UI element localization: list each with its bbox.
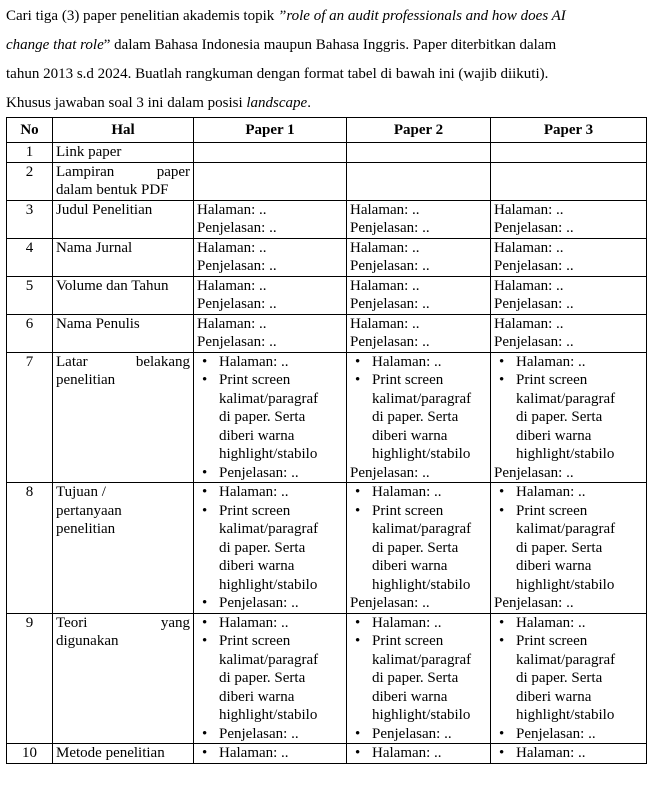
paper-3-cell: • Halaman: ..	[491, 744, 647, 764]
paper-3-cell: Halaman: .. Penjelasan: ..	[491, 200, 647, 238]
table-row	[7, 314, 647, 352]
paper-1-cell: Halaman: .. Penjelasan: ..	[194, 314, 347, 352]
row-number: 8	[7, 483, 53, 614]
row-label: Nama Jurnal	[53, 238, 194, 276]
paper-3-cell: Halaman: .. Penjelasan: ..	[491, 238, 647, 276]
paper-3-cell: Halaman: .. Penjelasan: ..	[491, 314, 647, 352]
row-number: 10	[7, 744, 53, 764]
table-row	[7, 162, 647, 200]
row-label: Metode penelitian	[53, 744, 194, 764]
paper-3-cell	[491, 162, 647, 200]
intro-text: ” dalam Bahasa Indonesia maupun Bahasa Inggris. Paper diterbitkan dalam	[103, 37, 557, 53]
summary-table	[6, 117, 647, 764]
paper-1-cell: • Halaman: .. • Print screen kalimat/paragraf di paper. Serta diberi warna highlight/stabilo • Penjelasan: ..	[194, 352, 347, 483]
paper-3-cell	[491, 143, 647, 163]
row-label: Volume dan Tahun	[53, 276, 194, 314]
header-hal: Hal	[53, 118, 194, 143]
row-label: Judul Penelitian	[53, 200, 194, 238]
row-label: Nama Penulis	[53, 314, 194, 352]
row-label: Tujuan / pertanyaan penelitian	[53, 483, 194, 614]
paper-1-cell	[194, 162, 347, 200]
instruction-paragraph	[6, 2, 645, 118]
paper-3-cell: Halaman: .. Penjelasan: ..	[491, 276, 647, 314]
paper-2-cell: • Halaman: .. • Print screen kalimat/paragraf di paper. Serta diberi warna highlight/stabilo Penjelasan: ..	[347, 352, 491, 483]
row-label: Teori yang digunakan	[53, 613, 194, 744]
paper-2-cell	[347, 143, 491, 163]
table-row	[7, 143, 647, 163]
table-row	[7, 238, 647, 276]
row-number: 4	[7, 238, 53, 276]
paper-1-cell: • Halaman: .. • Print screen kalimat/paragraf di paper. Serta diberi warna highlight/stabilo • Penjelasan: ..	[194, 613, 347, 744]
row-number: 9	[7, 613, 53, 744]
paper-3-cell: • Halaman: .. • Print screen kalimat/paragraf di paper. Serta diberi warna highlight/stabilo Penjelasan: ..	[491, 352, 647, 483]
paper-2-cell: • Halaman: .. • Print screen kalimat/paragraf di paper. Serta diberi warna highlight/stabilo • Penjelasan: ..	[347, 613, 491, 744]
row-number: 1	[7, 143, 53, 163]
paper-2-cell: Halaman: .. Penjelasan: ..	[347, 276, 491, 314]
paper-1-cell: • Halaman: ..	[194, 744, 347, 764]
paper-2-cell: • Halaman: .. • Print screen kalimat/paragraf di paper. Serta diberi warna highlight/stabilo Penjelasan: ..	[347, 483, 491, 614]
row-number: 7	[7, 352, 53, 483]
paper-1-cell	[194, 143, 347, 163]
table-row	[7, 352, 647, 483]
paper-2-cell: Halaman: .. Penjelasan: ..	[347, 314, 491, 352]
row-label: Link paper	[53, 143, 194, 163]
header-paper-1: Paper 1	[194, 118, 347, 143]
header-no: No	[7, 118, 53, 143]
intro-topic-italic: ”role of an audit professionals and how does AI	[278, 8, 566, 24]
paper-3-cell: • Halaman: .. • Print screen kalimat/paragraf di paper. Serta diberi warna highlight/stabilo Penjelasan: ..	[491, 483, 647, 614]
paper-1-cell: Halaman: .. Penjelasan: ..	[194, 238, 347, 276]
row-number: 6	[7, 314, 53, 352]
row-number: 5	[7, 276, 53, 314]
paper-1-cell: • Halaman: .. • Print screen kalimat/paragraf di paper. Serta diberi warna highlight/stabilo • Penjelasan: ..	[194, 483, 347, 614]
table-row	[7, 483, 647, 614]
row-label: Latar belakang penelitian	[53, 352, 194, 483]
intro-text: Cari tiga (3) paper penelitian akademis topik	[6, 8, 278, 24]
paper-1-cell: Halaman: .. Penjelasan: ..	[194, 200, 347, 238]
intro-text: tahun 2013 s.d 2024. Buatlah rangkuman dengan format tabel di bawah ini (wajib diikuti).	[6, 66, 549, 82]
table-row	[7, 744, 647, 764]
header-paper-3: Paper 3	[491, 118, 647, 143]
row-number: 2	[7, 162, 53, 200]
row-number: 3	[7, 200, 53, 238]
header-paper-2: Paper 2	[347, 118, 491, 143]
paper-1-cell: Halaman: .. Penjelasan: ..	[194, 276, 347, 314]
paper-2-cell	[347, 162, 491, 200]
paper-3-cell: • Halaman: .. • Print screen kalimat/paragraf di paper. Serta diberi warna highlight/stabilo • Penjelasan: ..	[491, 613, 647, 744]
table-row	[7, 276, 647, 314]
row-label: Lampiran paper dalam bentuk PDF	[53, 162, 194, 200]
intro-text: Khusus jawaban soal 3 ini dalam posisi	[6, 95, 247, 111]
intro-landscape-italic: landscape	[246, 95, 308, 111]
intro-text: .	[307, 95, 311, 111]
table-header-row	[7, 118, 647, 143]
table-row	[7, 613, 647, 744]
paper-2-cell: • Halaman: ..	[347, 744, 491, 764]
intro-topic-italic: change that role	[6, 37, 104, 53]
paper-2-cell: Halaman: .. Penjelasan: ..	[347, 200, 491, 238]
table-row	[7, 200, 647, 238]
paper-2-cell: Halaman: .. Penjelasan: ..	[347, 238, 491, 276]
